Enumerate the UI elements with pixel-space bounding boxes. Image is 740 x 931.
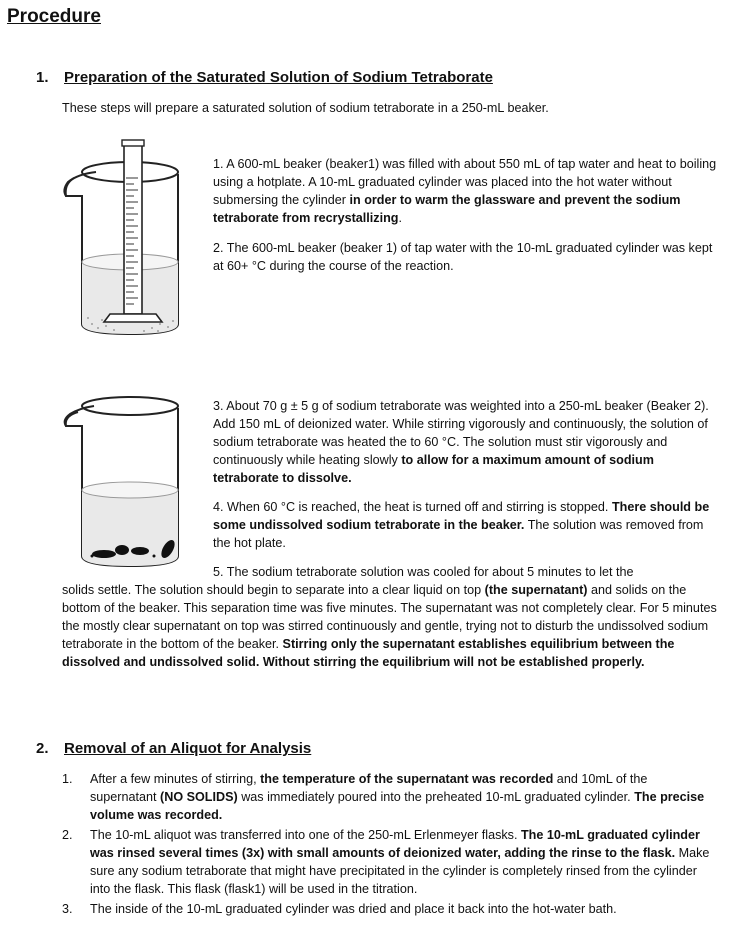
step-1-part-a: 1. A 600-mL beaker (beaker1) was filled with about 550 mL of tap water and heat to boiling using a hotplate. A 10-mL graduated cylinder was placed into the hot water without submersing the cylinder (213, 157, 717, 207)
step-3-text (213, 397, 718, 487)
step-4-part-c: The solution was removed from the hot plate. (213, 518, 704, 550)
step-4-emphasis: There should be some undissolved sodium tetraborate in the beaker. (213, 500, 710, 532)
list-item-number: 2. (62, 828, 73, 842)
list-item-emphasis: the temperature of the supernatant was recorded (260, 772, 554, 786)
step-3-part-a: 3. About 70 g ± 5 g of sodium tetraborate was weighted into a 250-mL beaker (Beaker 2). Add 150 mL of deionized water. While stirring vigorously and continuously, the solution of sodium tetraborate was heated the to 60 °C. The solution must stir vigorously and continuously while heating slowly (213, 399, 709, 467)
section-1-heading (36, 69, 493, 86)
section-2-title: Removal of an Aliquot for Analysis (64, 740, 312, 757)
step-1-emphasis: in order to warm the glassware and prevent the sodium tetraborate from recrystallizing (213, 193, 681, 225)
list-item-text: After a few minutes of stirring, (90, 772, 261, 786)
step-4-text (213, 498, 718, 552)
step-5-part-a: solids settle. The solution should begin to separate into a clear liquid on top (62, 583, 485, 597)
beaker-with-solids-illustration (58, 394, 198, 572)
page-title: Procedure (7, 6, 101, 27)
list-item-text: was immediately poured into the preheated 10-mL graduated cylinder. (237, 790, 635, 804)
section-2-heading (36, 740, 311, 757)
step-5-part-c: and solids on the bottom of the beaker. This separation time was five minutes. The supernatant was not completely clear. For 5 minutes the mostly clear supernatant on top was stirred continuously and gentle, trying not to disturb the undissolved sodium tetraborate in the bottom of the beaker. (62, 583, 717, 651)
list-item-text: Make sure any sodium tetraborate that might have precipitated in the cylinder is completely rinsed from the cylinder into the flask. This flask (flask1) will be used in the titration. (90, 846, 710, 896)
step-5-emphasis: Stirring only the supernatant establishes equilibrium between the dissolved and undissolved solid. Without stirring the equilibrium will not be established properly. (62, 637, 675, 669)
section-1-number: 1. (36, 69, 49, 86)
list-item-emphasis: The precise volume was recorded. (90, 790, 705, 822)
list-item-number: 3. (62, 902, 73, 916)
step-2-text: 2. The 600-mL beaker (beaker 1) of tap water with the 10-mL graduated cylinder was kept at 60+ °C during the course of the reaction. (213, 241, 713, 273)
list-item-emphasis: The 10-mL graduated cylinder was rinsed several times (3x) with small amounts of deionized water, adding the rinse to the flask. (90, 828, 700, 860)
list-item (62, 826, 712, 898)
list-item-text: The inside of the 10-mL graduated cylinder was dried and place it back into the hot-water bath. (90, 902, 617, 916)
step-5-first-line: 5. The sodium tetraborate solution was cooled for about 5 minutes to let the (213, 565, 634, 579)
list-item (62, 770, 712, 824)
section-2-number: 2. (36, 740, 49, 757)
step-5-text (62, 581, 722, 671)
list-item-emphasis: (NO SOLIDS) (160, 790, 238, 804)
step-3-emphasis: to allow for a maximum amount of sodium tetraborate to dissolve. (213, 453, 654, 485)
section-1-intro: These steps will prepare a saturated solution of sodium tetraborate in a 250-mL beaker. (62, 101, 549, 115)
step-1-text (213, 155, 718, 227)
step-5-supernatant: (the supernatant) (484, 583, 588, 597)
list-item (62, 900, 712, 918)
step-1-part-c: . (398, 211, 402, 225)
beaker-with-cylinder-illustration (58, 138, 204, 340)
list-item-number: 1. (62, 772, 73, 786)
list-item-text: and 10mL of the supernatant (90, 772, 648, 804)
list-item-text: The 10-mL aliquot was transferred into one of the 250-mL Erlenmeyer flasks. (90, 828, 521, 842)
section-1-title: Preparation of the Saturated Solution of Sodium Tetraborate (64, 69, 493, 86)
step-4-part-a: 4. When 60 °C is reached, the heat is turned off and stirring is stopped. (213, 500, 612, 514)
